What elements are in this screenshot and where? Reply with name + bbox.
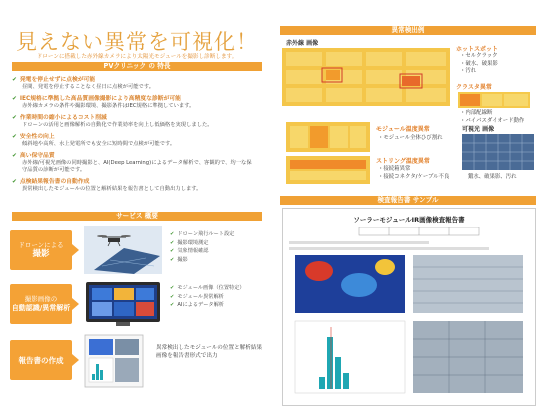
check-icon: ✔ [12, 134, 17, 140]
service-item: ✔ 撮影 [170, 256, 188, 263]
feature-title: 高い保守品質 [19, 153, 55, 159]
service-item: ✔ モジュール異常解析 [170, 293, 224, 300]
string-temp-title: ストリング温度異常 [376, 158, 430, 165]
right-panel [272, 0, 540, 410]
feature-desc: ドローンの活用と画像解析の自動化で作業効率を向上し低価格を実現しました。 [22, 122, 213, 128]
feature-item [12, 95, 264, 110]
features-list [12, 76, 264, 197]
feature-title: IEC規格に準拠した高品質画像撮影により高精度な診断が可能 [19, 96, 181, 102]
feature-item [12, 133, 264, 148]
string-temp-item: ・接続コネクタ/ケーブル不良 [378, 173, 450, 180]
module-temp-image [286, 122, 370, 152]
detect-heading: 異常検出例 [280, 26, 536, 35]
service-item: ✔ 気象情報確認 [170, 248, 209, 254]
analysis-screen-icon [84, 280, 162, 328]
check-icon: ✔ [12, 96, 17, 102]
check-icon: ✔ [12, 115, 17, 121]
module-temp-item: ・モジュール全体ひび割れ [378, 135, 443, 141]
cluster-image [458, 92, 530, 108]
service-item: ✔ 撮影環境測定 [170, 239, 209, 246]
feature-item [12, 178, 264, 193]
service-box-report [10, 340, 72, 380]
service-heading: サービス 概要 [12, 212, 262, 221]
service-box-small: 撮影画像の [24, 295, 58, 303]
service-row-analysis [10, 278, 264, 330]
cluster-item: ・内部配線断 [460, 110, 493, 116]
visible-caption: 可視光 画像 [462, 126, 495, 133]
feature-desc: 赤外線/可視光画像の同時撮影と、AI(Deep Learning)によるデータ解析で、客観的で、均一な保守品質の診断が可能です。 [22, 160, 252, 173]
report-title: ソーラーモジュールIR画像検査報告書 [353, 216, 465, 224]
report-heading: 検査報告書 サンプル [280, 196, 536, 205]
feature-title: 点検結果報告書の自動作成 [19, 179, 90, 185]
left-panel [0, 0, 268, 410]
hotspot-item: ・汚れ [460, 68, 477, 74]
cluster-title: クラスタ異常 [456, 84, 492, 91]
check-icon: ✔ [12, 179, 17, 185]
check-icon: ✔ [12, 153, 17, 159]
cluster-items [460, 110, 524, 125]
main-title: 見えない異常を可視化！ [16, 30, 258, 54]
service-item: ✔ AIによるデータ解析 [170, 302, 224, 308]
feature-desc: 傾斜地や高所、水上発電所でも安全に短時間で点検が可能です。 [22, 141, 176, 147]
hotspot-items [460, 53, 498, 76]
feature-item [12, 114, 264, 129]
visible-note: 鍛水、破果影、汚れ [468, 174, 517, 180]
service-box-big: 自動認識/異常解析 [11, 304, 71, 312]
string-temp-image [286, 156, 370, 184]
service-box-small: ドローンによる [18, 241, 64, 249]
feature-item [12, 76, 264, 91]
feature-desc: 赤外線カメラの条件や撮影環境、撮影条件はIEC規格に準拠しています。 [22, 103, 195, 109]
service-box-big: 報告書の作成 [18, 355, 64, 365]
feature-desc: 異常検出したモジュールの位置と解析結果を報告書として自動出力します。 [22, 186, 202, 192]
visible-image [462, 134, 534, 170]
report-sample-graphic [289, 227, 529, 399]
service-row-report [10, 332, 264, 392]
features-heading: PVクリニック の 特長 [12, 62, 262, 71]
hotspot-item: ・セルクラック [460, 53, 498, 59]
ir-image-large [282, 48, 450, 106]
feature-title: 作業時間の縮小によるコスト削減 [19, 115, 107, 121]
cluster-item: ・バイパスダイオード動作 [460, 117, 525, 124]
service-box-analysis [10, 284, 72, 324]
feature-desc: 昼間、発電を停止することなく昼日に点検が可能です。 [22, 84, 154, 90]
main-subtitle: ドローンに搭載した赤外線カメラにより太陽光モジュールを撮影し診断します。 [36, 54, 238, 60]
service-row-drone [10, 224, 264, 276]
drone-photo-icon [84, 226, 162, 274]
report-sample-sheet [282, 208, 536, 406]
string-temp-item: ・接続箱異常 [378, 166, 411, 172]
check-icon: ✔ [12, 77, 17, 83]
feature-title: 発電を停止せずに点検が可能 [19, 77, 96, 83]
service-items-drone [170, 230, 262, 264]
report-sample-icon [84, 334, 144, 388]
service-item: ✔ モジュール画像（位置特定） [170, 285, 245, 291]
string-temp-items [378, 166, 449, 181]
hotspot-item: ・破水、破果影 [460, 60, 498, 67]
ir-caption: 赤外線 画像 [286, 40, 319, 47]
service-item: ✔ ドローン飛行ルート設定 [170, 231, 235, 237]
module-temp-title: モジュール温度異常 [376, 126, 430, 133]
hotspot-title: ホットスポット [456, 46, 498, 53]
report-description: 異常検出したモジュールの位置と解析結果画像を報告書形式で出力 [156, 345, 263, 359]
feature-item [12, 152, 264, 174]
feature-title: 安全性の向上 [19, 134, 55, 140]
service-box-big: 撮影 [32, 249, 50, 259]
service-box-drone [10, 230, 72, 270]
service-items-analysis [170, 284, 262, 310]
